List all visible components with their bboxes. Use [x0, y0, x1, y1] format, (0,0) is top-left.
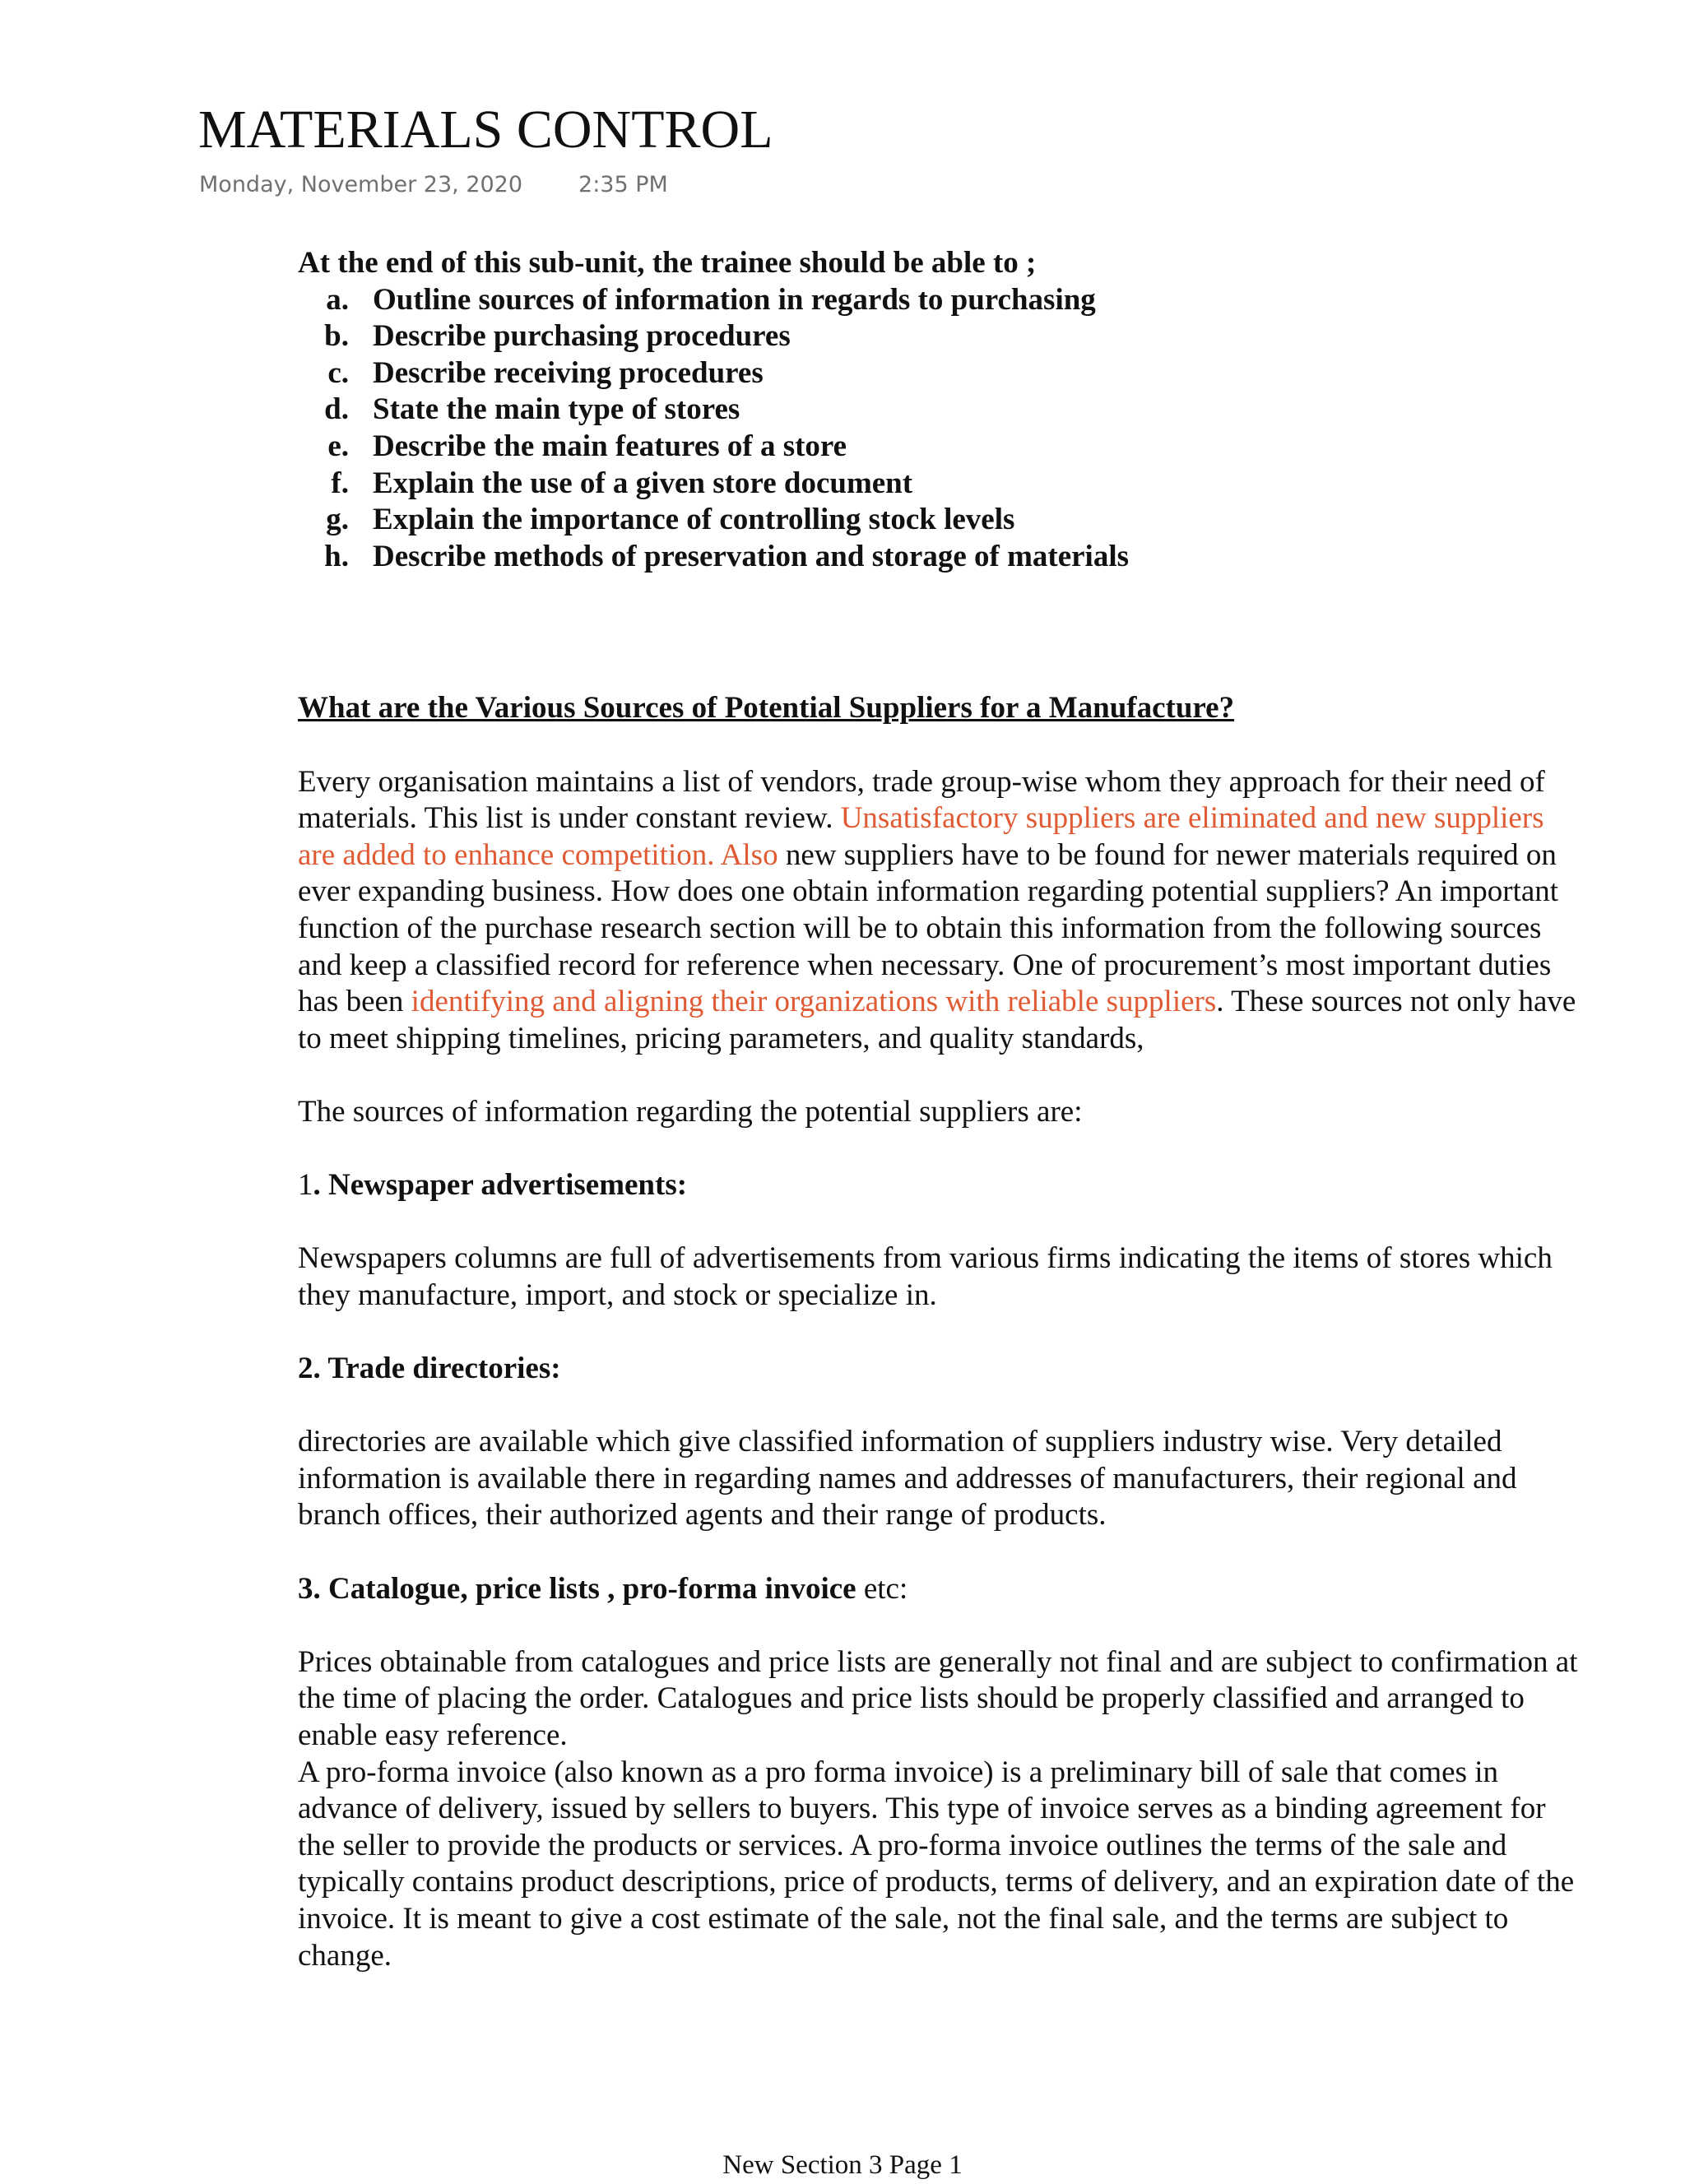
source-3-body-1: Prices obtainable from catalogues and price lists are generally not final and are subject to confirmation at the time of placing the order. Catalogues and price lists should be properly classified and arranged to enable easy reference.	[298, 1644, 1578, 1752]
sources-intro: The sources of information regarding the potential suppliers are:	[298, 1094, 1083, 1129]
source-2-title: 2. Trade directories:	[298, 1352, 561, 1386]
objective-letter: h.	[324, 539, 349, 573]
page-date: Monday, November 23, 2020	[199, 172, 523, 197]
objective-text: Outline sources of information in regards to purchasing	[373, 282, 1096, 317]
source-3-body-2: A pro-forma invoice (also known as a pro forma invoice) is a preliminary bill of sale that comes in advance of delivery, issued by sellers to buyers. This type of invoice serves as a binding agreement for the seller to provide the products or services. A pro-forma invoice outlines the terms of the sale and typically contains product descriptions, price of products, terms of delivery, and an expiration date of the invoice. It is meant to give a cost estimate of the sale, not the final sale, and the terms are subject to change.	[298, 1755, 1575, 1973]
objective-letter: d.	[324, 392, 349, 427]
intro-text-2: new suppliers have to be found for newer materials required on ever expanding business. How does one obtain information regarding potential suppliers? An important function of the purchase research section will be to obtain this information from the following sources and keep a classified record for reference when necessary. One of procurement’s most important duties has been	[298, 837, 1559, 1019]
intro-highlight-1: Unsatisfactory suppliers are eliminated and new suppliers are added to enhance competition. Also	[298, 801, 1544, 872]
page-metadata	[199, 171, 668, 199]
page-time: 2:35 PM	[578, 172, 668, 197]
objective-letter: a.	[326, 282, 349, 317]
objective-item	[298, 466, 1583, 503]
intro-text-3: . These sources not only have to meet shipping timelines, pricing parameters, and quality standards,	[298, 985, 1576, 1055]
objective-letter: g.	[326, 503, 349, 537]
objective-item	[298, 355, 1583, 392]
objectives-list	[298, 282, 1583, 576]
objective-text: Explain the use of a given store document	[373, 466, 913, 500]
objective-letter: e.	[327, 429, 349, 463]
page-title: MATERIALS CONTROL	[198, 100, 773, 160]
source-3-heading	[298, 1571, 1583, 1608]
objective-item	[298, 392, 1583, 429]
objectives-intro: At the end of this sub-unit, the trainee should be able to ;	[298, 246, 1037, 280]
source-1-title: . Newspaper advertisements:	[313, 1168, 688, 1203]
objective-letter: c.	[327, 355, 349, 390]
section-heading: What are the Various Sources of Potential Suppliers for a Manufacture?	[298, 691, 1235, 726]
source-3-title: 3. Catalogue, price lists , pro-forma invoice	[298, 1571, 856, 1606]
intro-highlight-2: identifying and aligning their organizations with reliable suppliers	[411, 985, 1217, 1019]
source-2-body: directories are available which give classified information of suppliers industry wise. Very detailed information is available there in regarding names and addresses of manufacturers, their regional and branch offices, their authorized agents and their range of products.	[298, 1425, 1517, 1533]
source-1-heading	[298, 1167, 1583, 1204]
objective-text: Describe receiving procedures	[373, 355, 764, 390]
note-content	[298, 245, 1583, 1974]
objective-letter: f.	[331, 466, 349, 500]
source-2-heading	[298, 1351, 1583, 1388]
objective-text: State the main type of stores	[373, 392, 740, 427]
page-footer: New Section 3 Page 1	[722, 2150, 963, 2180]
objective-item	[298, 429, 1583, 466]
source-1-number: 1	[298, 1168, 313, 1203]
source-1-body: Newspapers columns are full of advertisements from various firms indicating the items of stores which they manufacture, import, and stock or specialize in.	[298, 1241, 1553, 1312]
objective-item	[298, 282, 1583, 319]
objective-text: Describe methods of preservation and storage of materials	[373, 539, 1130, 573]
objective-item	[298, 318, 1583, 355]
objective-text: Describe the main features of a store	[373, 429, 847, 463]
objective-text: Explain the importance of controlling stock levels	[373, 503, 1015, 537]
objective-text: Describe purchasing procedures	[373, 319, 791, 354]
objective-item	[298, 502, 1583, 539]
objective-letter: b.	[324, 319, 349, 354]
source-3-suffix: etc:	[856, 1571, 908, 1606]
intro-text-1: Every organisation maintains a list of vendors, trade group-wise whom they approach for their need of materials. This list is under constant review.	[298, 764, 1545, 836]
intro-paragraph	[298, 764, 1583, 1058]
objective-item	[298, 539, 1583, 576]
